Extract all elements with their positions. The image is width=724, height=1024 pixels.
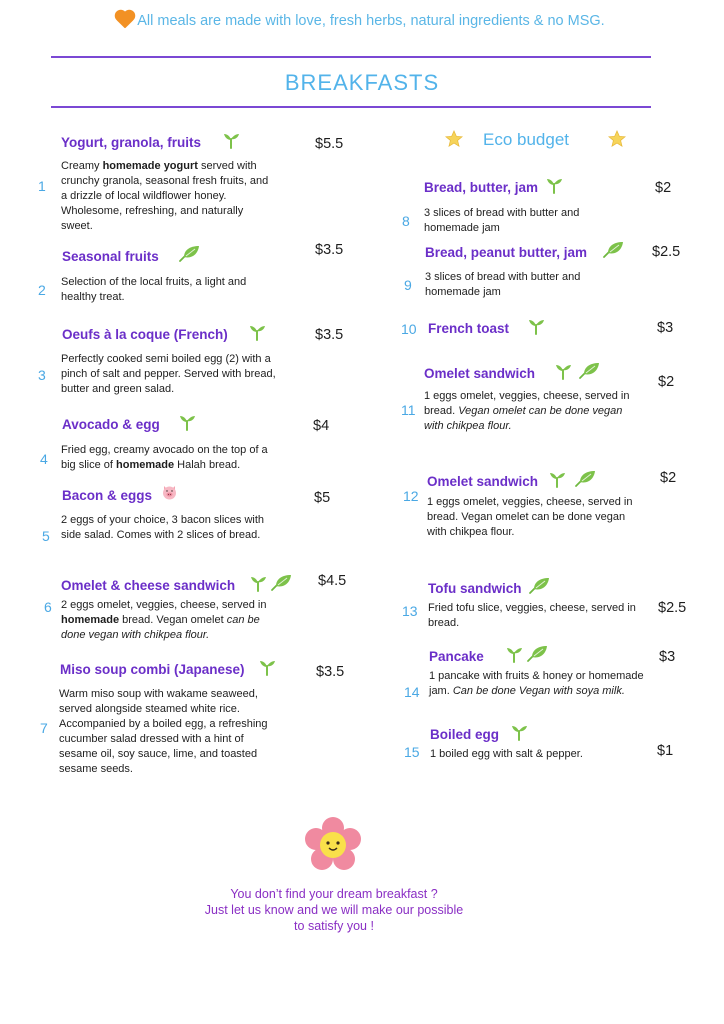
- description-text: homemade: [116, 459, 175, 471]
- star-icon: [608, 130, 626, 148]
- item-description: [61, 159, 276, 234]
- description-text: Fried egg, creamy avocado on the top of a big slice of: [61, 444, 268, 471]
- description-text: bread. Vegan omelet: [119, 614, 227, 626]
- flower-icon: [304, 817, 362, 873]
- description-text: Selection of the local fruits, a light and healthy treat.: [61, 276, 247, 303]
- section-title: BREAKFASTS: [284, 70, 440, 95]
- footer-line: You don’t find your dream breakfast ?: [230, 887, 438, 901]
- leaf-icon: [528, 577, 550, 595]
- description-text: Halah bread.: [174, 459, 241, 471]
- item-description: [424, 389, 639, 434]
- item-name: Miso soup combi (Japanese): [60, 662, 245, 677]
- leaf-icon: [602, 241, 624, 259]
- star-icon: [445, 130, 463, 148]
- sprout-icon: [545, 176, 563, 194]
- divider-bottom: [51, 106, 651, 108]
- item-price: $2.5: [658, 600, 687, 616]
- item-description: [427, 495, 642, 540]
- description-text: Warm miso soup with wakame seaweed, served alongside steamed white rice. Accompanied by a boiled egg, a refreshing cucumber salad dressed with a hint of sesame oil, soy sauce, lime, and toasted sesame seeds.: [59, 688, 268, 775]
- item-number: 1: [38, 178, 46, 194]
- item-name: Boiled egg: [430, 727, 500, 742]
- sprout-icon: [248, 323, 266, 341]
- item-number: 6: [44, 599, 52, 615]
- item-name: French toast: [428, 321, 510, 336]
- item-price: $3.5: [315, 242, 344, 258]
- item-number: 15: [404, 744, 420, 760]
- description-text: Can be done Vegan with soya milk.: [452, 685, 625, 697]
- description-text: 1 boiled egg with salt & pepper.: [430, 748, 583, 760]
- sprout-icon: [510, 723, 528, 741]
- sprout-icon: [505, 645, 523, 663]
- item-price: $2: [655, 180, 672, 196]
- description-text: can be done vegan with chikpea flour.: [61, 614, 260, 641]
- item-name: Omelet sandwich: [424, 366, 536, 381]
- sprout-icon: [178, 413, 196, 431]
- description-text: homemade: [61, 614, 120, 626]
- item-number: 3: [38, 367, 46, 383]
- description-text: Vegan omelet can be done vegan with chikpea flour.: [424, 405, 623, 432]
- sprout-icon: [249, 574, 267, 592]
- divider-top: [51, 56, 651, 58]
- item-description: [61, 598, 281, 643]
- description-text: Perfectly cooked semi boiled egg (2) with a pinch of salt and pepper. Served with bread, butter and green salad.: [61, 353, 276, 395]
- item-description: [424, 206, 614, 236]
- leaf-icon: [574, 470, 596, 488]
- item-number: 7: [40, 720, 48, 736]
- item-description: [61, 352, 276, 397]
- item-price: $1: [657, 743, 674, 759]
- item-number: 8: [402, 213, 410, 229]
- item-price: $3: [659, 649, 676, 665]
- item-description: [425, 270, 615, 300]
- item-name: Pancake: [429, 649, 484, 664]
- item-number: 10: [401, 321, 417, 337]
- leaf-icon: [178, 245, 200, 263]
- description-text: homemade yogurt: [102, 160, 198, 172]
- description-text: 2 eggs of your choice, 3 bacon slices with side salad. Comes with 2 slices of bread.: [61, 514, 265, 541]
- leaf-icon: [578, 362, 600, 380]
- item-description: [428, 601, 643, 631]
- item-name: Omelet & cheese sandwich: [61, 578, 236, 593]
- description-text: 3 slices of bread with butter and homemade jam: [424, 207, 580, 234]
- item-description: [429, 669, 644, 699]
- description-text: 2 eggs omelet, veggies, cheese, served in: [61, 599, 267, 611]
- item-name: Bacon & eggs: [62, 488, 153, 503]
- description-text: Creamy: [61, 160, 103, 172]
- item-name: Yogurt, granola, fruits: [61, 135, 202, 150]
- item-price: $3.5: [316, 664, 345, 680]
- item-number: 5: [42, 528, 50, 544]
- item-number: 11: [401, 402, 416, 418]
- sprout-icon: [554, 362, 572, 380]
- item-description: [61, 513, 276, 543]
- item-description: [430, 747, 645, 762]
- description-text: 1 eggs omelet, veggies, cheese, served in bread. Vegan omelet can be done vegan with chikpea flour.: [427, 496, 633, 538]
- sprout-icon: [527, 317, 545, 335]
- footer-line: Just let us know and we will make our possible: [204, 903, 464, 917]
- item-description: [59, 687, 279, 777]
- pig-icon: [161, 484, 178, 500]
- description-text: served with crunchy granola, seasonal fresh fruits, and a drizzle of local wildflower honey. Wholesome, refreshing, and naturally sweet.: [61, 160, 269, 232]
- sprout-icon: [258, 658, 276, 676]
- item-name: Bread, peanut butter, jam: [425, 245, 588, 260]
- sprout-icon: [548, 470, 566, 488]
- item-price: $5.5: [315, 136, 344, 152]
- item-price: $3: [657, 320, 674, 336]
- item-number: 4: [40, 451, 48, 467]
- item-price: $3.5: [315, 327, 344, 343]
- item-name: Avocado & egg: [62, 417, 160, 432]
- description-text: 3 slices of bread with butter and homemade jam: [425, 271, 581, 298]
- item-description: [61, 443, 276, 473]
- item-price: $2.5: [652, 244, 681, 260]
- notice-banner: [0, 13, 724, 29]
- item-price: $2: [658, 374, 675, 390]
- item-price: $2: [660, 470, 677, 486]
- description-text: Fried tofu slice, veggies, cheese, served in bread.: [428, 602, 636, 629]
- footer-message: [0, 886, 668, 934]
- item-description: [61, 275, 276, 305]
- heart-icon: [117, 12, 134, 29]
- notice-text: All meals are made with love, fresh herbs, natural ingredients & no MSG.: [137, 13, 605, 29]
- description-text: 1 eggs omelet, veggies, cheese, served in bread.: [424, 390, 630, 417]
- item-name: Omelet sandwich: [427, 474, 539, 489]
- item-number: 9: [404, 277, 412, 293]
- item-name: Tofu sandwich: [428, 581, 522, 596]
- item-number: 2: [38, 282, 46, 298]
- item-number: 12: [403, 488, 419, 504]
- item-price: $4: [313, 418, 330, 434]
- leaf-icon: [526, 645, 548, 663]
- eco-budget-title: Eco budget: [483, 130, 570, 149]
- item-name: Bread, butter, jam: [424, 180, 539, 195]
- item-number: 14: [404, 684, 420, 700]
- item-price: $5: [314, 490, 331, 506]
- description-text: 1 pancake with fruits & honey or homemade jam.: [429, 670, 644, 697]
- item-name: Oeufs à la coque (French): [62, 327, 228, 342]
- sprout-icon: [222, 131, 240, 149]
- leaf-icon: [270, 574, 292, 592]
- footer-line: to satisfy you !: [294, 919, 374, 933]
- item-name: Seasonal fruits: [62, 249, 159, 264]
- item-price: $4.5: [318, 573, 347, 589]
- item-number: 13: [402, 603, 418, 619]
